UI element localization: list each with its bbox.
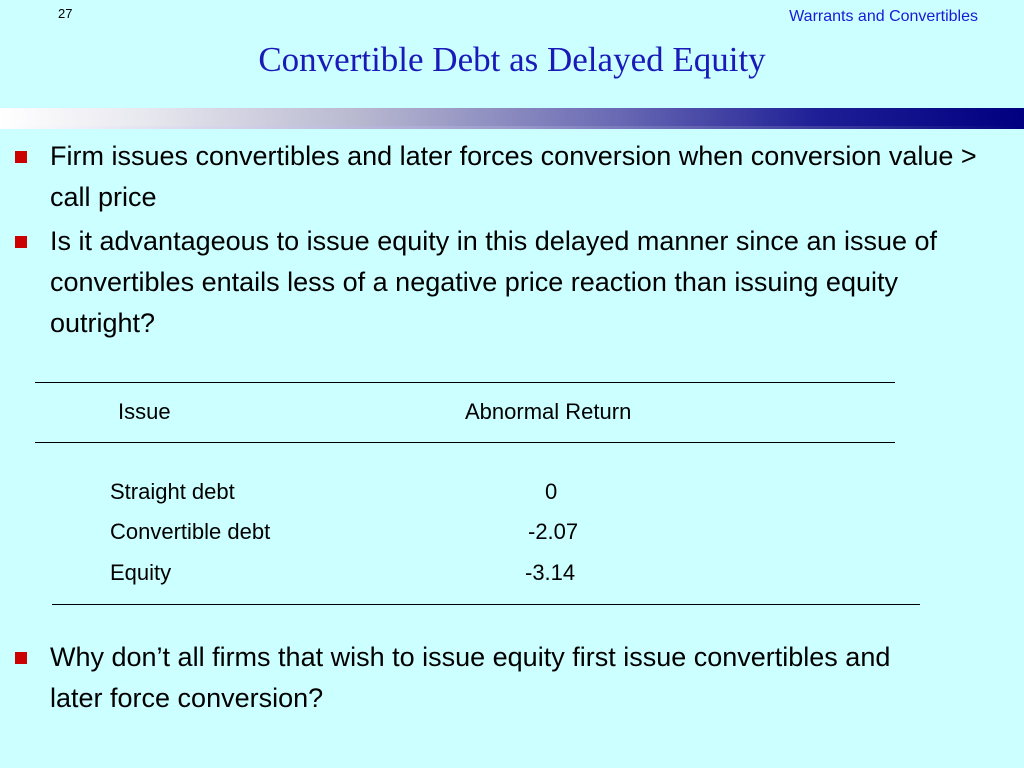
- title-divider-bar: [0, 108, 1024, 126]
- bullet-3-text: Why don’t all firms that wish to issue equity first issue convertibles and later force conversion?: [50, 642, 891, 713]
- table-row-straight-debt-value: 0: [545, 479, 558, 504]
- bullet-2-text: Is it advantageous to issue equity in this delayed manner since an issue of convertibles entails less of a negative price reaction than issuing equity outright?: [50, 226, 938, 338]
- bullet-marker-3: [15, 652, 27, 664]
- table-row-equity-value: -3.14: [525, 560, 576, 585]
- table-header-rule: [35, 442, 895, 443]
- table-row-convertible-debt-value: -2.07: [528, 519, 579, 544]
- title-divider-thin: [0, 126, 1024, 129]
- table-row-straight-debt-label: Straight debt: [110, 479, 235, 504]
- table-row-equity-label: Equity: [110, 560, 172, 585]
- table-header-abnormal-return: Abnormal Return: [465, 399, 632, 424]
- table-top-rule: [35, 382, 895, 383]
- bullet-marker-2: [15, 236, 27, 248]
- slide-number: 27: [58, 6, 73, 21]
- table-bottom-rule: [52, 604, 920, 605]
- table-row-convertible-debt-label: Convertible debt: [110, 519, 271, 544]
- header-topic: Warrants and Convertibles: [789, 8, 978, 25]
- bullet-marker-1: [15, 151, 27, 163]
- slide-title: Convertible Debt as Delayed Equity: [258, 40, 766, 79]
- table-header-issue: Issue: [118, 399, 171, 424]
- bullet-1-text: Firm issues convertibles and later forces conversion when conversion value > call price: [50, 141, 977, 212]
